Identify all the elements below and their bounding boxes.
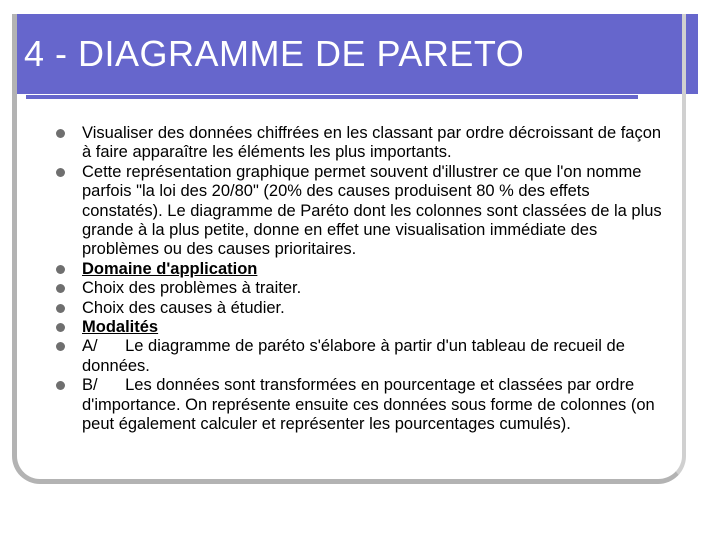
section-heading-domaine: Domaine d'application — [82, 259, 258, 278]
bullet-icon — [56, 342, 65, 351]
item-text: Cette représentation graphique permet souvent d'illustrer ce que l'on nomme parfois "la loi des 20/80" (20% des causes produisent 80 % des effets constatés). Le diagramme de Paréto dont les colonnes sont classées de la plus grande à la plus petite, donne en effet une visualisation immédiate des problèmes ou des causes prioritaires. — [82, 162, 662, 259]
item-text: Choix des problèmes à traiter. — [82, 279, 302, 298]
bullet-icon — [56, 168, 65, 177]
item-text: Visualiser des données chiffrées en les classant par ordre décroissant de façon à faire apparaître les éléments les plus importants. — [82, 124, 662, 162]
list-item — [56, 279, 668, 298]
item-text: B/ Les données sont transformées en pourcentage et classées par ordre d'importance. On représente ensuite ces données sous forme de colonnes (on peut également calculer et représenter les pourcentages cumulés). — [82, 376, 660, 434]
list-item — [56, 163, 668, 260]
bullet-icon — [56, 304, 65, 313]
bullet-icon — [56, 129, 65, 138]
list-item — [56, 376, 668, 434]
bullet-icon — [56, 381, 65, 390]
title-underline-rule — [26, 95, 638, 99]
item-text: Choix des causes à étudier. — [82, 298, 285, 317]
list-item — [56, 260, 668, 279]
bullet-list — [56, 124, 668, 435]
slide-title: 4 - DIAGRAMME DE PARETO — [24, 33, 525, 74]
list-item — [56, 124, 668, 163]
list-item — [56, 337, 668, 376]
item-text: A/ Le diagramme de paréto s'élabore à partir d'un tableau de recueil de données. — [82, 337, 630, 375]
section-heading-modalites: Modalités — [82, 318, 159, 337]
bullet-icon — [56, 265, 65, 274]
list-item — [56, 318, 668, 337]
list-item — [56, 299, 668, 318]
bullet-icon — [56, 284, 65, 293]
bullet-icon — [56, 323, 65, 332]
